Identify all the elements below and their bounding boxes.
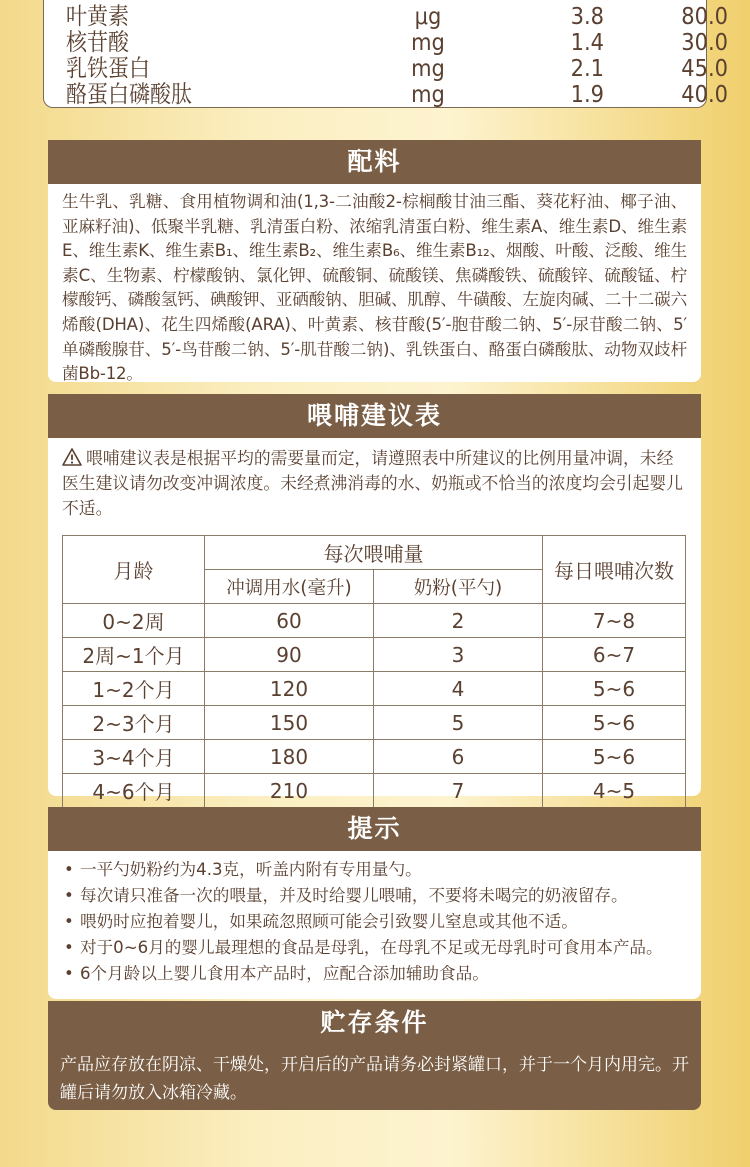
cell-daily: 5~6 bbox=[543, 706, 686, 740]
header-per-feed: 每次喂哺量 bbox=[205, 536, 543, 570]
tips-title: 提示 bbox=[48, 807, 701, 851]
ingredients-text: 生牛乳、乳糖、食用植物调和油(1,3-二油酸2-棕榈酸甘油三酯、葵花籽油、椰子油、亚麻籽油)、低聚半乳糖、乳清蛋白粉、浓缩乳清蛋白粉、维生素A、维生素D、维生素E、维生素K、维生素B₁、维生素B₂、维生素B₆、维生素B₁₂、烟酸、叶酸、泛酸、维生素C、生物素、柠檬酸钠、氯化钾、硫酸铜、硫酸镁、焦磷酸铁、硫酸锌、硫酸锰、柠檬酸钙、磷酸氢钙、碘酸钾、亚硒酸钠、胆碱、肌醇、牛磺酸、左旋肉碱、二十二碳六烯酸(DHA)、花生四烯酸(ARA)、叶黄素、核苷酸(5′-胞苷酸二钠、5′-尿苷酸二钠、5′单磷酸腺苷、5′-鸟苷酸二钠、5′-肌苷酸二钠)、乳铁蛋白、酪蛋白磷酸肽、动物双歧杆菌Bb-12。 bbox=[62, 192, 687, 384]
nutrition-row bbox=[44, 1, 728, 30]
cell-water: 180 bbox=[205, 740, 374, 774]
feeding-warning bbox=[48, 438, 701, 521]
tips-list bbox=[48, 851, 701, 987]
nutrient-name: 酪蛋白磷酸肽 bbox=[66, 80, 192, 108]
cell-water: 60 bbox=[205, 604, 374, 638]
list-item: • 对于0~6月的婴儿最理想的食品是母乳，在母乳不足或无母乳时可食用本产品。 bbox=[62, 935, 687, 961]
cell-powder: 5 bbox=[374, 706, 543, 740]
cell-water: 90 bbox=[205, 638, 374, 672]
cell-age: 1~2个月 bbox=[63, 672, 205, 706]
nutrient-value-per-100kj: 1.9 bbox=[570, 80, 604, 108]
nutrient-value-per-100g: 40.0 bbox=[681, 80, 728, 108]
list-item: • 喂奶时应抱着婴儿，如果疏忽照顾可能会引致婴儿窒息或其他不适。 bbox=[62, 909, 687, 935]
nutrient-unit: mg bbox=[411, 28, 445, 56]
header-powder: 奶粉(平勺) bbox=[374, 570, 543, 604]
list-item: • 一平勺奶粉约为4.3克，听盖内附有专用量勺。 bbox=[62, 857, 687, 883]
table-row bbox=[63, 774, 686, 808]
table-row bbox=[63, 706, 686, 740]
table-row bbox=[63, 604, 686, 638]
ingredients-section bbox=[48, 140, 701, 382]
cell-powder: 2 bbox=[374, 604, 543, 638]
table-row bbox=[63, 672, 686, 706]
tips-section bbox=[48, 807, 701, 999]
nutrient-name: 乳铁蛋白 bbox=[66, 54, 150, 82]
warning-icon bbox=[62, 448, 82, 466]
nutrition-row bbox=[44, 79, 728, 108]
list-item: • 6个月龄以上婴儿食用本产品时，应配合添加辅助食品。 bbox=[62, 961, 687, 987]
nutrient-unit: mg bbox=[411, 80, 445, 108]
nutrient-value-per-100kj: 3.8 bbox=[570, 2, 604, 30]
nutrient-value-per-100g: 45.0 bbox=[681, 54, 728, 82]
storage-section bbox=[48, 1001, 701, 1110]
storage-title: 贮存条件 bbox=[48, 1001, 701, 1045]
nutrient-name: 叶黄素 bbox=[66, 2, 129, 30]
nutrition-table bbox=[43, 0, 728, 108]
cell-daily: 6~7 bbox=[543, 638, 686, 672]
cell-daily: 4~5 bbox=[543, 774, 686, 808]
feeding-warning-text: 喂哺建议表是根据平均的需要量而定，请遵照表中所建议的比例用量冲调，未经医生建议请勿改变冲调浓度。未经煮沸消毒的水、奶瓶或不恰当的浓度均会引起婴儿不适。 bbox=[62, 448, 683, 518]
header-daily: 每日喂哺次数 bbox=[543, 536, 686, 604]
nutrient-name: 核苷酸 bbox=[66, 28, 129, 56]
cell-powder: 6 bbox=[374, 740, 543, 774]
cell-daily: 5~6 bbox=[543, 740, 686, 774]
nutrient-value-per-100kj: 1.4 bbox=[570, 28, 604, 56]
nutrition-row bbox=[44, 27, 728, 56]
cell-powder: 3 bbox=[374, 638, 543, 672]
nutrient-value-per-100g: 80.0 bbox=[681, 2, 728, 30]
feeding-table bbox=[62, 535, 686, 808]
nutrition-row bbox=[44, 53, 728, 82]
cell-daily: 7~8 bbox=[543, 604, 686, 638]
header-water: 冲调用水(毫升) bbox=[205, 570, 374, 604]
nutrient-value-per-100g: 30.0 bbox=[681, 28, 728, 56]
table-row bbox=[63, 740, 686, 774]
cell-water: 210 bbox=[205, 774, 374, 808]
cell-water: 150 bbox=[205, 706, 374, 740]
feeding-section bbox=[48, 394, 701, 804]
list-item: • 每次请只准备一次的喂量，并及时给婴儿喂哺，不要将未喝完的奶液留存。 bbox=[62, 883, 687, 909]
cell-age: 4~6个月 bbox=[63, 774, 205, 808]
storage-text: 产品应存放在阴凉、干燥处，开启后的产品请务必封紧罐口，并于一个月内用完。开罐后请勿放入冰箱冷藏。 bbox=[60, 1055, 689, 1103]
cell-age: 2周~1个月 bbox=[63, 638, 205, 672]
cell-powder: 4 bbox=[374, 672, 543, 706]
ingredients-title: 配料 bbox=[48, 140, 701, 184]
cell-age: 0~2周 bbox=[63, 604, 205, 638]
cell-powder: 7 bbox=[374, 774, 543, 808]
nutrient-unit: μg bbox=[414, 2, 442, 30]
feeding-title: 喂哺建议表 bbox=[48, 394, 701, 438]
cell-daily: 5~6 bbox=[543, 672, 686, 706]
nutrient-unit: mg bbox=[411, 54, 445, 82]
table-row bbox=[63, 638, 686, 672]
cell-age: 3~4个月 bbox=[63, 740, 205, 774]
cell-water: 120 bbox=[205, 672, 374, 706]
cell-age: 2~3个月 bbox=[63, 706, 205, 740]
header-age: 月龄 bbox=[63, 536, 205, 604]
nutrient-value-per-100kj: 2.1 bbox=[570, 54, 604, 82]
